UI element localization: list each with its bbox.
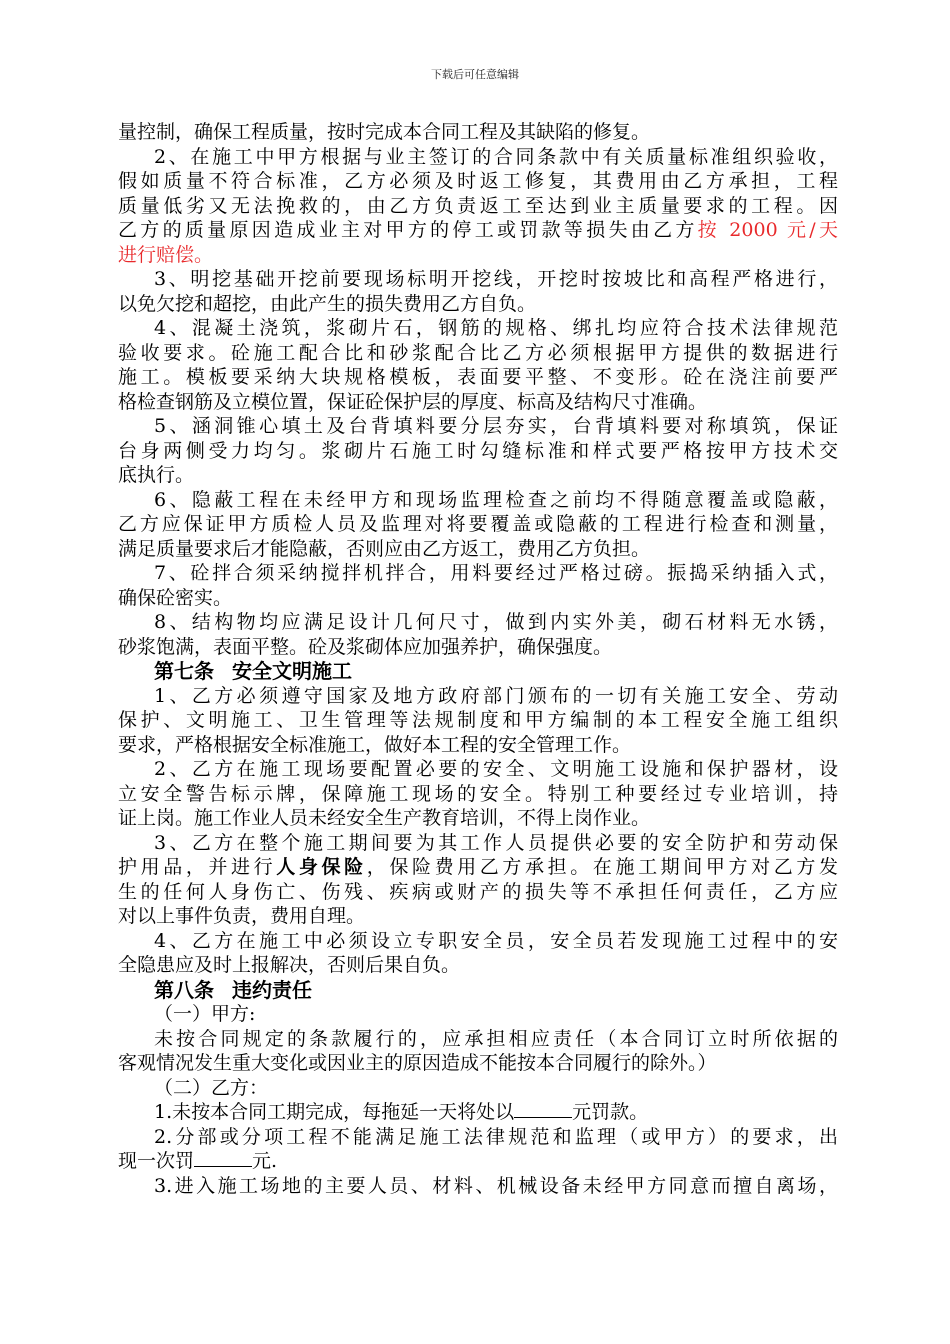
paragraph-line: 保护、文明施工、卫生管理等法规制度和甲方编制的本工程安全施工组织 bbox=[118, 709, 838, 731]
paragraph-line bbox=[118, 1100, 838, 1125]
paragraph-line: 要求，严格根据安全标准施工，做好本工程的安全管理工作。 bbox=[118, 733, 632, 756]
paragraph-line: 砂浆饱满，表面平整。砼及浆砌体应加强养护，确保强度。 bbox=[118, 635, 613, 658]
paragraph-line: 格检查钢筋及立模位置，保证砼保护层的厚度、标高及结构尺寸准确。 bbox=[118, 390, 708, 413]
paragraph-line: 台身两侧受力均匀。浆砌片石施工时勾缝标准和样式要严格按甲方技术交 bbox=[118, 439, 838, 462]
penalty-text: 按 2000 元/天 bbox=[697, 219, 838, 241]
paragraph-line: 2.分部或分项工程不能满足施工法律规范和监理（或甲方）的要求，出 bbox=[154, 1125, 838, 1148]
paragraph-line: 1、乙方必须遵守国家及地方政府部门颁布的一切有关施工安全、劳动 bbox=[154, 684, 838, 707]
text-span: 元. bbox=[252, 1150, 278, 1172]
paragraph-line: 对以上事件负责，费用自理。 bbox=[118, 905, 366, 927]
paragraph-line: 客观情况发生重大变化或因业主的原因造成不能按本合同履行的除外。） bbox=[118, 1052, 717, 1074]
article-7-heading bbox=[118, 659, 838, 684]
paragraph-line bbox=[118, 1149, 838, 1174]
paragraph-line: 施工。模板要采纳大块规格模板，表面要平整、不变形。砼在浇注前要严 bbox=[118, 366, 838, 388]
paragraph-line: 证上岗。施工作业人员未经安全生产教育培训，不得上岗作业。 bbox=[118, 807, 651, 829]
paragraph-line: 7、砼拌合须采纳搅拌机拌合，用料要经过严格过磅。振捣采纳插入式， bbox=[154, 562, 838, 584]
paragraph-line: 假如质量不符合标准，乙方必须及时返工修复，其费用由乙方承担，工程 bbox=[118, 170, 838, 192]
article-title: 安全文明施工 bbox=[232, 659, 352, 683]
paragraph-line: 6、隐蔽工程在未经甲方和现场监理检查之前均不得随意覆盖或隐蔽， bbox=[154, 488, 838, 511]
paragraph-line: 生的任何人身伤亡、伤残、疾病或财产的损失等不承担任何责任，乙方应 bbox=[118, 880, 838, 903]
penalty-text: 进行赔偿。 bbox=[118, 243, 214, 266]
paragraph-line: 4、乙方在施工中必须设立专职安全员，安全员若发现施工过程中的安 bbox=[154, 929, 838, 952]
text-span: 护用品，并进行 bbox=[118, 856, 277, 878]
paragraph-line: 3、乙方在整个施工期间要为其工作人员提供必要的安全防护和劳动保 bbox=[154, 831, 838, 854]
paragraph-line: 立安全警告标示牌，保障施工现场的安全。特别工种要经过专业培训，持 bbox=[118, 782, 838, 805]
article-title: 违约责任 bbox=[232, 977, 312, 1002]
text-span: 1.未按本合同工期完成，每拖延一天将处以 bbox=[154, 1101, 515, 1123]
subsection-label: （二）乙方： bbox=[154, 1076, 269, 1099]
paragraph-line bbox=[118, 855, 838, 880]
text-span: 现一次罚 bbox=[118, 1150, 195, 1172]
paragraph-line: 未按合同规定的条款履行的，应承担相应责任（本合同订立时所依据的 bbox=[154, 1027, 838, 1050]
fill-in-blank bbox=[514, 1100, 572, 1118]
paragraph-line: 底执行。 bbox=[118, 464, 195, 486]
subsection-label: （一）甲方: bbox=[154, 1003, 256, 1025]
paragraph-line: 以免欠挖和超挖，由此产生的损失费用乙方自负。 bbox=[118, 292, 537, 315]
article-8-heading bbox=[118, 978, 838, 1003]
paragraph-line: 验收要求。砼施工配合比和砂浆配合比乙方必须根据甲方提供的数据进行 bbox=[118, 341, 838, 364]
paragraph-line: 3、明挖基础开挖前要现场标明开挖线，开挖时按坡比和高程严格进行， bbox=[154, 268, 838, 290]
paragraph-line: 3.进入施工场地的主要人员、材料、机械设备未经甲方同意而擅自离场， bbox=[154, 1174, 838, 1197]
paragraph-line: 4、混凝土浇筑，浆砌片石，钢筋的规格、绑扎均应符合技术法律规范 bbox=[154, 317, 838, 339]
paragraph-line: 质量低劣又无法挽救的，由乙方负责返工至达到业主质量要求的工程。因 bbox=[118, 194, 838, 217]
paragraph-line: 满足质量要求后才能隐蔽，否则应由乙方返工，费用乙方负担。 bbox=[118, 537, 651, 560]
document-body bbox=[118, 120, 838, 1198]
paragraph-line: 5、涵洞锥心填土及台背填料要分层夯实，台背填料要对称填筑，保证 bbox=[154, 415, 838, 437]
paragraph-line: 全隐患应及时上报解决，否则后果自负。 bbox=[118, 954, 461, 976]
paragraph-line: 量控制，确保工程质量，按时完成本合同工程及其缺陷的修复。 bbox=[118, 121, 651, 143]
fill-in-blank bbox=[194, 1149, 252, 1167]
text-span: ，保险费用乙方承担。在施工期间甲方对乙方发 bbox=[366, 856, 838, 878]
text-span: 乙方的质量原因造成业主对甲方的停工或罚款等损失由乙方 bbox=[118, 219, 698, 241]
article-number: 第八条 bbox=[154, 977, 214, 1002]
personal-insurance-text: 人身保险 bbox=[276, 856, 367, 878]
paragraph-line: 2、在施工中甲方根据与业主签订的合同条款中有关质量标准组织验收， bbox=[154, 145, 838, 168]
paragraph-line: 确保砼密实。 bbox=[118, 586, 233, 609]
text-span: 元罚款。 bbox=[572, 1101, 649, 1123]
page-header: 下载后可任意编辑 bbox=[431, 68, 519, 81]
paragraph-line: 乙方应保证甲方质检人员及监理对将要覆盖或隐蔽的工程进行检查和测量， bbox=[118, 513, 838, 535]
paragraph-line: 8、结构物均应满足设计几何尺寸，做到内实外美，砌石材料无水锈， bbox=[154, 611, 838, 633]
article-number: 第七条 bbox=[154, 659, 214, 683]
paragraph-line: 2、乙方在施工现场要配置必要的安全、文明施工设施和保护器材，设 bbox=[154, 758, 838, 780]
paragraph-line bbox=[118, 218, 838, 243]
